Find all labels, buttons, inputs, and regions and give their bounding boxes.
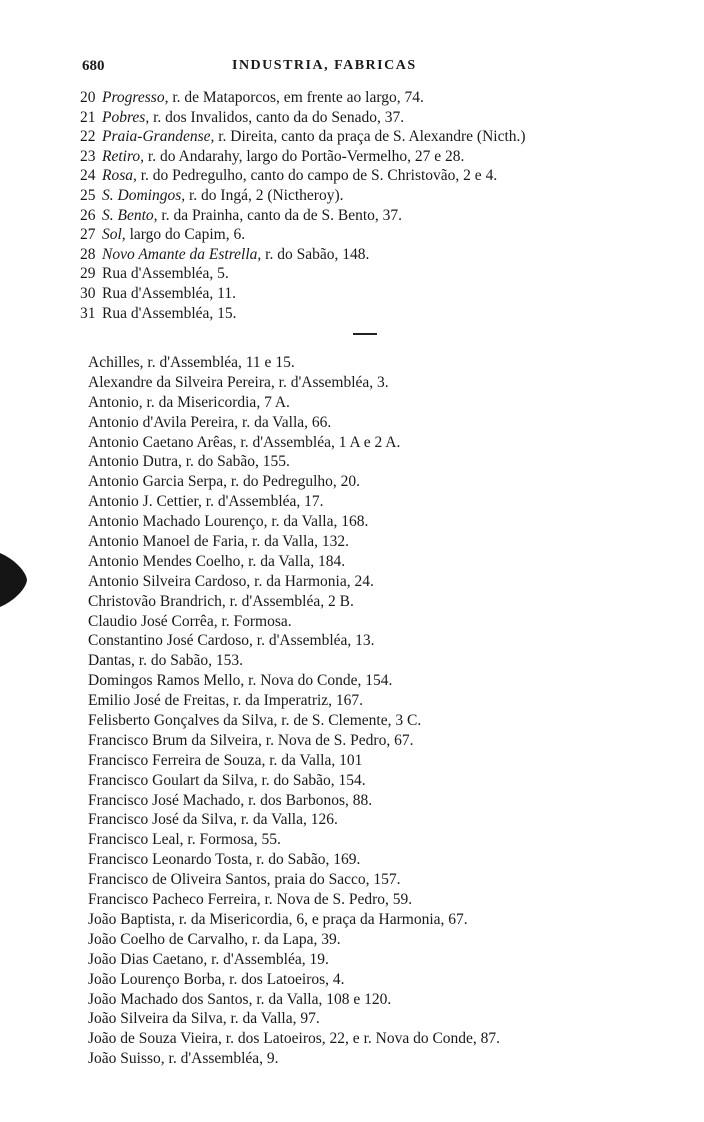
name-entry: Francisco Goulart da Silva, r. do Sabão, 154. — [88, 771, 366, 789]
entry-address: r. do Andarahy, largo do Portão-Vermelho, 27 e 28. — [144, 147, 465, 165]
numbered-entry — [80, 304, 660, 324]
entry-number: 23 — [80, 147, 96, 165]
entry-number: 27 — [80, 226, 96, 244]
name-entry: Francisco Brum da Silveira, r. Nova de S. Pedro, 67. — [88, 731, 414, 749]
entry-name: Sol, — [102, 226, 126, 244]
entry-number: 21 — [80, 108, 96, 126]
name-entry: Antonio, r. da Misericordia, 7 A. — [88, 393, 290, 411]
name-entry: Dantas, r. do Sabão, 153. — [88, 652, 243, 670]
name-entry: Alexandre da Silveira Pereira, r. d'Assembléa, 3. — [88, 373, 389, 391]
entry-name: S. Bento, — [102, 206, 158, 224]
name-entry: João Suisso, r. d'Assembléa, 9. — [88, 1050, 279, 1068]
entry-number: 30 — [80, 284, 96, 302]
name-entry: Francisco Pacheco Ferreira, r. Nova de S. Pedro, 59. — [88, 891, 413, 909]
running-title: INDUSTRIA, FABRICAS — [232, 58, 417, 73]
numbered-entry — [80, 108, 660, 128]
entry-address: Rua d'Assembléa, 11. — [102, 284, 236, 302]
entry-address: largo do Capim, 6. — [125, 226, 246, 244]
name-entry: Emilio José de Freitas, r. da Imperatriz, 167. — [88, 692, 364, 710]
name-entry: Constantino José Cardoso, r. d'Assembléa, 13. — [88, 632, 375, 650]
name-entry: Francisco Ferreira de Souza, r. da Valla, 101 — [88, 751, 363, 769]
numbered-entry — [80, 88, 660, 108]
numbered-entry — [80, 284, 660, 304]
entry-address: r. dos Invalidos, canto da do Senado, 37. — [149, 108, 405, 126]
entry-number: 29 — [80, 265, 96, 283]
name-entry: Francisco Leal, r. Formosa, 55. — [88, 831, 281, 849]
entry-number: 20 — [80, 89, 96, 106]
entry-address: Rua d'Assembléa, 5. — [102, 265, 229, 283]
entry-address: r. do Sabão, 148. — [261, 245, 370, 263]
numbered-entry — [80, 186, 660, 206]
name-entry: Antonio Silveira Cardoso, r. da Harmonia, 24. — [88, 572, 374, 590]
name-entry: João de Souza Vieira, r. dos Latoeiros, 22, e r. Nova do Conde, 87. — [88, 1030, 501, 1048]
entry-name: Pobres, — [102, 108, 150, 126]
entry-address: Rua d'Assembléa, 15. — [102, 304, 237, 322]
entry-number: 26 — [80, 206, 96, 224]
name-entry: Christovão Brandrich, r. d'Assembléa, 2 B. — [88, 592, 354, 610]
numbered-entry — [80, 147, 660, 167]
name-entry: Antonio d'Avila Pereira, r. da Valla, 66. — [88, 413, 332, 431]
entry-address: r. da Prainha, canto da de S. Bento, 37. — [157, 206, 403, 224]
entry-address: r. do Ingá, 2 (Nictheroy). — [185, 186, 344, 204]
name-entry-list — [88, 353, 668, 1069]
entry-address: r. Direita, canto da praça de S. Alexandre (Nicth.) — [214, 128, 526, 146]
entry-name: Praia-Grandense, — [102, 128, 215, 146]
name-entry: Antonio Dutra, r. do Sabão, 155. — [88, 453, 290, 471]
numbered-entry — [80, 166, 660, 186]
entry-number: 25 — [80, 186, 96, 204]
name-entry: Antonio J. Cettier, r. d'Assembléa, 17. — [88, 493, 324, 511]
name-entry: Antonio Caetano Arêas, r. d'Assembléa, 1 A e 2 A. — [88, 433, 401, 451]
entry-name: Retiro, — [102, 147, 145, 165]
name-entry: Francisco José da Silva, r. da Valla, 126. — [88, 811, 338, 829]
name-entry: Felisberto Gonçalves da Silva, r. de S. Clemente, 3 C. — [88, 712, 422, 730]
name-entry: João Machado dos Santos, r. da Valla, 108 e 120. — [88, 990, 392, 1008]
numbered-entry — [80, 225, 660, 245]
entry-number: 22 — [80, 128, 96, 146]
name-entry: Antonio Mendes Coelho, r. da Valla, 184. — [88, 552, 346, 570]
name-entry: Francisco José Machado, r. dos Barbonos, 88. — [88, 791, 373, 809]
name-entry: Claudio José Corrêa, r. Formosa. — [88, 612, 292, 630]
name-entry: João Baptista, r. da Misericordia, 6, e praça da Harmonia, 67. — [88, 910, 468, 928]
entry-address: r. de Mataporcos, em frente ao largo, 74. — [168, 89, 424, 106]
entry-name: Progresso, — [102, 89, 169, 106]
name-entry: Domingos Ramos Mello, r. Nova do Conde, 154. — [88, 672, 393, 690]
numbered-entry-list — [80, 88, 660, 323]
numbered-entry — [80, 264, 660, 284]
entry-number: 28 — [80, 245, 96, 263]
name-entry: João Silveira da Silva, r. da Valla, 97. — [88, 1010, 320, 1028]
entry-address: r. do Pedregulho, canto do campo de S. Christovão, 2 e 4. — [136, 167, 498, 185]
numbered-entry — [80, 245, 660, 265]
entry-number: 24 — [80, 167, 96, 185]
name-entry: João Dias Caetano, r. d'Assembléa, 19. — [88, 950, 329, 968]
name-entry: Antonio Machado Lourenço, r. da Valla, 168. — [88, 513, 369, 531]
page-number: 680 — [82, 58, 105, 74]
name-entry: João Coelho de Carvalho, r. da Lapa, 39. — [88, 930, 341, 948]
section-separator — [353, 333, 377, 335]
numbered-entry — [80, 127, 660, 147]
entry-name: S. Domingos, — [102, 186, 186, 204]
name-entry: Achilles, r. d'Assembléa, 11 e 15. — [88, 354, 295, 371]
entry-name: Novo Amante da Estrella, — [102, 245, 262, 263]
numbered-entry — [80, 206, 660, 226]
name-entry: Antonio Manoel de Faria, r. da Valla, 132. — [88, 533, 350, 551]
entry-number: 31 — [80, 304, 96, 322]
entry-name: Rosa, — [102, 167, 137, 185]
name-entry: Francisco de Oliveira Santos, praia do Sacco, 157. — [88, 871, 401, 889]
ink-bleed-mark — [0, 545, 28, 615]
name-entry: João Lourenço Borba, r. dos Latoeiros, 4. — [88, 970, 345, 988]
name-entry: Antonio Garcia Serpa, r. do Pedregulho, 20. — [88, 473, 361, 491]
page-header — [82, 58, 642, 80]
name-entry: Francisco Leonardo Tosta, r. do Sabão, 169. — [88, 851, 361, 869]
